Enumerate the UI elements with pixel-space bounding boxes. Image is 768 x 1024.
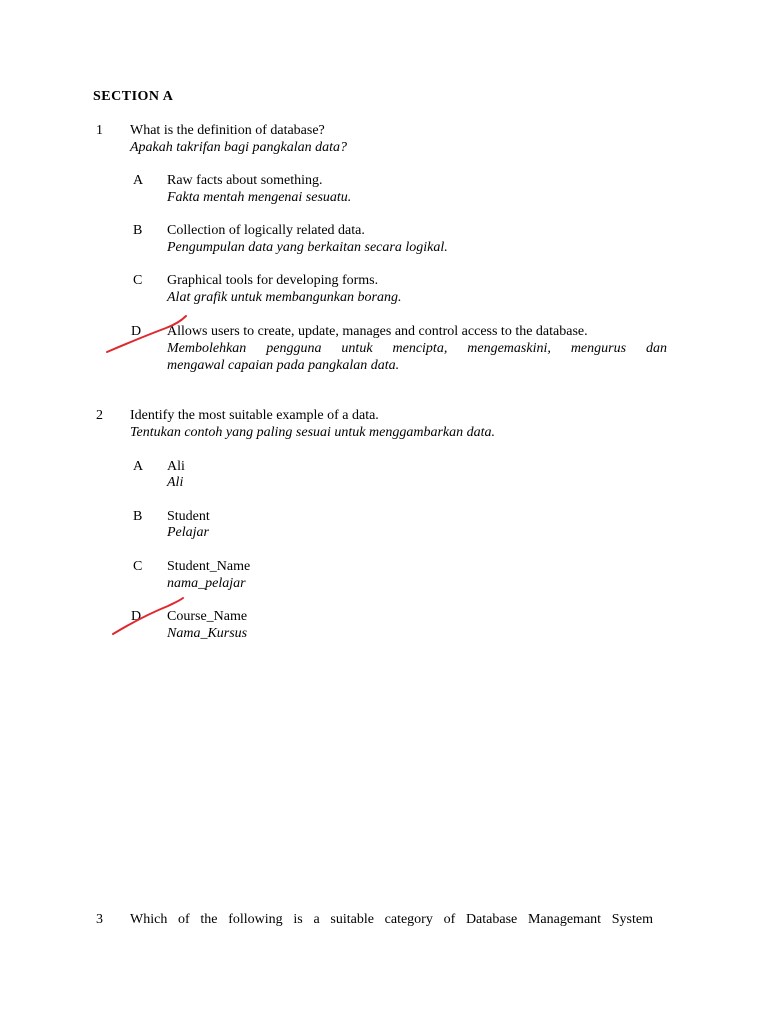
question-2-number: 2 [96, 408, 103, 423]
section-title: SECTION A [93, 89, 174, 104]
q2-option-d-en: Course_Name [167, 609, 248, 624]
q2-option-b-letter: B [133, 509, 143, 524]
q1-option-d-en: Allows users to create, update, manages and control access to the database. [167, 324, 588, 339]
q1-option-c-ms: Alat grafik untuk membangunkan borang. [167, 290, 402, 305]
q1-option-b-letter: B [133, 223, 143, 238]
q2-answer-mark [113, 598, 183, 634]
question-2-text-en: Identify the most suitable example of a data. [130, 408, 379, 423]
q1-option-b-ms: Pengumpulan data yang berkaitan secara logikal. [167, 240, 448, 255]
q2-option-a-letter: A [133, 459, 144, 474]
q2-option-d-letter: D [131, 609, 142, 624]
q1-option-a-en: Raw facts about something. [167, 173, 323, 188]
q1-option-c-letter: C [133, 273, 143, 288]
q2-option-b-en: Student [167, 509, 210, 524]
question-2-text-ms: Tentukan contoh yang paling sesuai untuk menggambarkan data. [130, 425, 496, 440]
q1-option-a-letter: A [133, 173, 144, 188]
q1-option-d-ms-line2: mengawal capaian pada pangkalan data. [167, 358, 400, 373]
q1-answer-mark [107, 316, 186, 352]
q1-option-d-ms-line1: Membolehkan pengguna untuk mencipta, mengemaskini, mengurus dan [167, 341, 667, 356]
q2-option-b-ms: Pelajar [167, 525, 209, 540]
q1-option-b-en: Collection of logically related data. [167, 223, 365, 238]
question-3-text-en: Which of the following is a suitable category of Database Managemant System [130, 912, 653, 927]
q2-option-a-ms: Ali [167, 475, 184, 490]
q2-option-c-ms: nama_pelajar [167, 576, 246, 591]
q2-option-a-en: Ali [167, 459, 185, 474]
q2-option-c-en: Student_Name [167, 559, 251, 574]
q2-option-d-ms: Nama_Kursus [167, 626, 248, 641]
question-1-text-ms: Apakah takrifan bagi pangkalan data? [130, 140, 347, 155]
q1-option-c-en: Graphical tools for developing forms. [167, 273, 379, 288]
question-1-text-en: What is the definition of database? [130, 123, 325, 138]
question-1-number: 1 [96, 123, 103, 138]
question-3-number: 3 [96, 912, 103, 927]
q1-option-d-letter: D [131, 324, 142, 339]
q1-option-a-ms: Fakta mentah mengenai sesuatu. [167, 190, 352, 205]
q2-option-c-letter: C [133, 559, 143, 574]
